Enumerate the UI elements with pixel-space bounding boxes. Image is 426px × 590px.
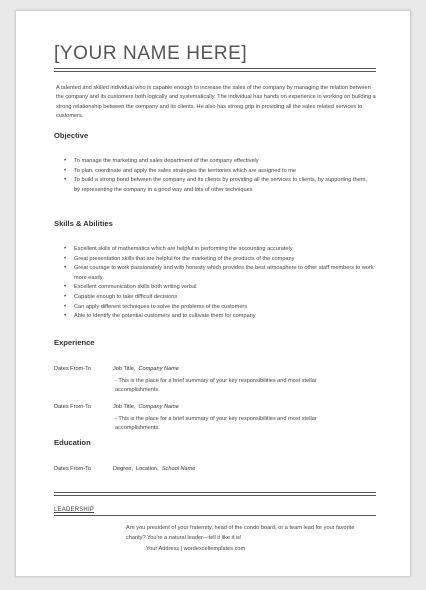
skill-item: • Capable enough to take difficult decisions [74,293,374,303]
experience-description: - This is the place for a brief summary of your key responsibilities and most stellar accomplishments. [115,378,317,394]
footer-address: Your Address | wordexceltemplates.com [146,546,246,552]
experience-dates: Dates From-To [54,404,91,410]
company-name: Company Name [138,366,179,372]
resume-page [15,10,411,577]
skill-item: • Great presentation skills that are helpful for the marketing of the products of the company [74,255,374,265]
name-divider [54,68,376,72]
education-dates: Dates From-To [54,466,91,472]
company-name: Company Name [138,404,179,410]
resume-name: [YOUR NAME HERE] [54,43,248,64]
objective-item: • To plan, coordinate and apply the sales strategies the territories which are assigned to me [74,167,374,177]
experience-job-line [113,404,179,410]
leadership-text: Are you president of your fraternity, head of the condo board, or a team lead for your favorite charity? You're a natural leader—tell it like it is! [126,525,355,541]
leadership-divider [54,515,376,516]
objective-item: • To build a strong bond between the company and its clients by providing all the services to clients, by supporting them, by representing the company in a good way and lots of other techniques [74,176,374,195]
education-line [113,466,195,472]
experience-description: - This is the place for a brief summary of your key responsibilities and most stellar accomplishments. [115,416,317,432]
skill-item: • Excellent skills of mathematics which are helpful in performing the accounting accurately [74,245,374,255]
experience-dates: Dates From-To [54,366,91,372]
experience-heading: Experience [54,338,95,347]
objective-item: • To manage the marketing and sales department of the company effectively [74,157,374,167]
summary-paragraph: A talented and skilled individual who is capable enough to increase the sales of the company by managing the relation between the company and its customers both logically and systematically. The individual has hands on experience in working on building a strong relationship between the company and its clients. He also has strong grip in providing all the sales related services to customers. [56,85,376,119]
education-heading: Education [54,438,91,447]
objective-heading: Objective [54,131,89,140]
skill-item: • Excellent communication skills both writing verbal [74,283,374,293]
skill-item: • Able to identify the potential customers and to cultivate them for company [74,312,374,322]
job-title: Job Title, [113,366,136,372]
skills-list [74,245,374,322]
objective-list [74,157,374,195]
location: Location, [136,466,159,472]
job-title: Job Title, [113,404,136,410]
experience-job-line [113,366,179,372]
skill-item: • Can apply different techniques to solve the problems of the customers [74,303,374,313]
skills-heading: Skills & Abilities [54,219,113,228]
education-divider [54,492,376,496]
leadership-heading: LEADERSHIP [54,507,95,513]
skill-item: • Great courage to work passionately and with honesty which provides the best atmosphere to other staff members to work more easily [74,264,374,283]
degree: Degree, [113,466,133,472]
school-name: School Name [161,466,196,472]
